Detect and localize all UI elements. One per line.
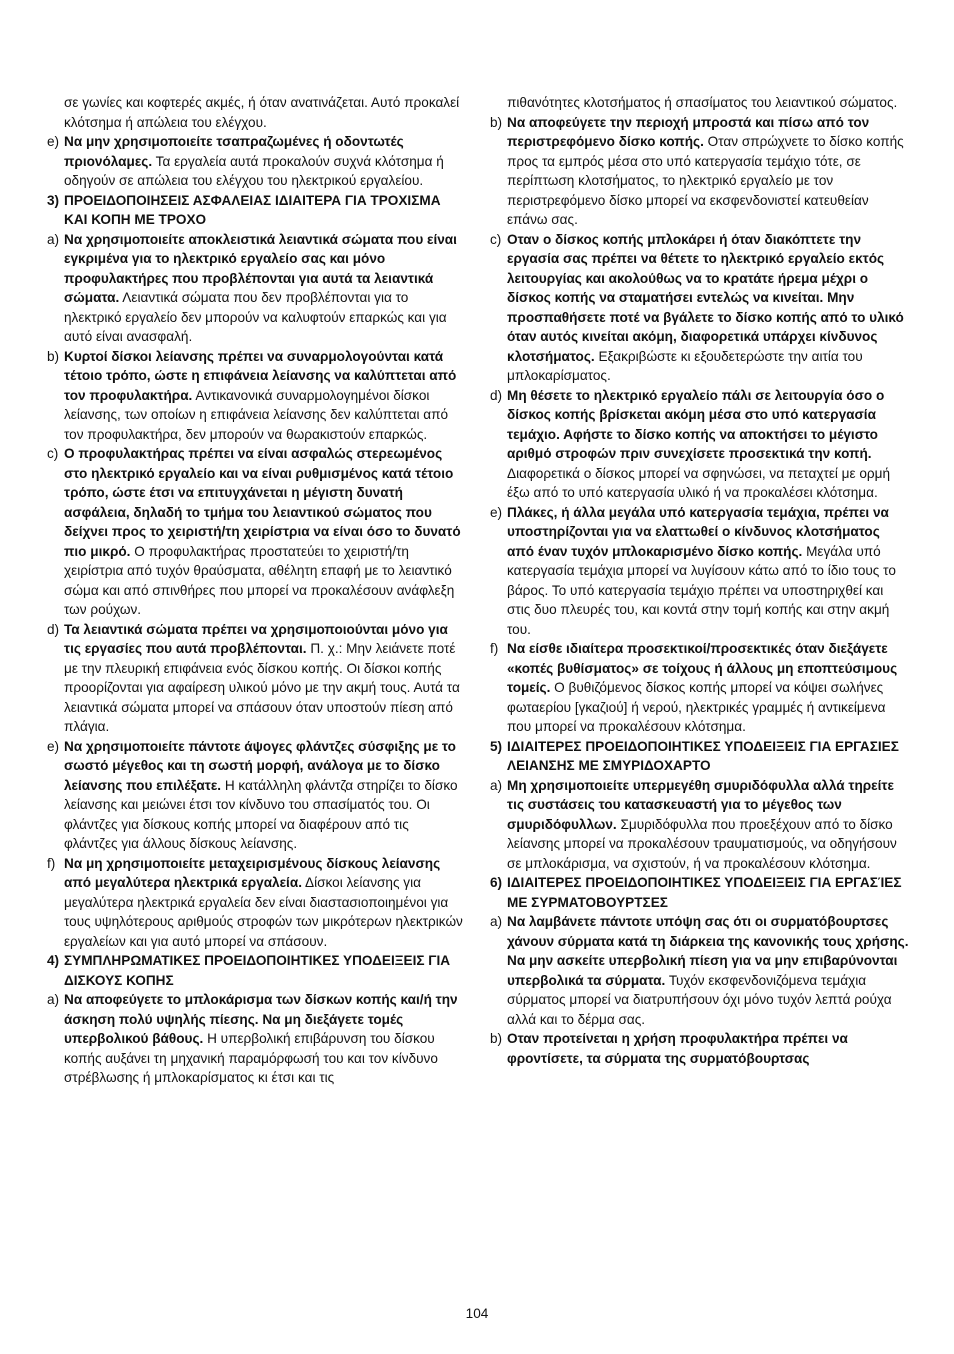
list-item-f: f) Να είσθε ιδιαίτερα προσεκτικοί/προσεκτικές όταν διεξάγετε «κοπές βυθίσματος» σε τοίχους ή άλλους μη εποπτεύσιμους τομείς. Ο βυθιζόμενος δίσκος κοπής μπορεί να κόψει σωλήνες φωταερίου [γκαζιού] ή νερού, ηλεκτρικές γραμμές ή αντικείμενα που μπορεί να προκαλέσουν κλότσημα. — [490, 641, 898, 734]
left-column — [47, 93, 465, 1088]
list-item-c: c) Ο προφυλακτήρας πρέπει να είναι ασφαλώς στερεωμένος στο ηλεκτρικό εργαλείο και να είναι ρυθμισμένος κατά τέτοιο τρόπο, ώστε έτσι να επιτυγχάνεται η μέγιστη δυνατή ασφάλεια, δηλαδή το τμήμα του λειαντικού σώματος που δείχνει προς το χειριστή/τη χειρίστρια να είναι όσο το δυνατό πιο μικρό. Ο προφυλακτήρας προστατεύει το χειριστή/τη χειρίστρια από τυχόν θραύσματα, αθέλητη επαφή με το λειαντικό σώμα και από σπινθήρες που μπορεί να προκαλέσουν ανάφλεξη των ρούχων. — [47, 446, 461, 617]
section-heading-4: 4) ΣΥΜΠΛΗΡΩΜΑΤΙΚΕΣ ΠΡΟΕΙΔΟΠΟΙΗΤΙΚΕΣ ΥΠΟΔΕΙΞΕΙΣ ΓΙΑ ΔΙΣΚΟΥΣ ΚΟΠΗΣ — [47, 953, 451, 988]
continued-paragraph: πιθανότητες κλοτσήματος ή σπασίματος του λειαντικού σώματος. — [507, 95, 898, 110]
continued-paragraph: σε γωνίες και κοφτερές ακμές, ή όταν ανατινάζεται. Αυτό προκαλεί κλότσημα ή απώλεια του ελέγχου. — [64, 95, 460, 130]
list-item-d: d) Τα λειαντικά σώματα πρέπει να χρησιμοποιούνται μόνο για τις εργασίες που αυτά προβλέπονται. Π. χ.: Μην λειάνετε ποτέ με την πλευρική επιφάνεια ενός δίσκου κοπής. Οι δίσκοι κοπής προορίζονται για αφαίρεση υλικού μόνο με την ακμή τους. Αυτά τα λειαντικά σώματα μπορεί να σπάσουν όταν υποστούν πίεση από πλάγια. — [47, 621, 460, 734]
list-item-a: a) Να λαμβάνετε πάντοτε υπόψη σας ότι οι συρματόβουρτσες χάνουν σύρματα κατά τη διάρκεια της κανονικής τους χρήσης. Να μην ασκείτε υπερβολική πίεση για να μην επιβαρύνονται υπερβολικά τα σύρματα. Τυχόν εκσφενδονιζόμενα τεμάχια σύρματος μπορεί να διατρυπήσουν όχι μόνο τυχόν λεπτά ρούχα αλλά και το δέρμα σας. — [490, 914, 909, 1027]
section-heading-6: 6) ΙΔΙΑΙΤΕΡΕΣ ΠΡΟΕΙΔΟΠΟΙΗΤΙΚΕΣ ΥΠΟΔΕΙΞΕΙΣ ΓΙΑ ΕΡΓΑΣΊΕΣ ΜΕ ΣΥΡΜΑΤΟΒΟΥΡΤΣΕΣ — [490, 875, 902, 910]
list-item-a: a) Να αποφεύγετε το μπλοκάρισμα των δίσκων κοπής και/ή την άσκηση πολύ υψηλής πίεσης. Να μη διεξάγετε τομές υπερβολικού βάθους. Η υπερβολική επιβάρυνση του δίσκου κοπής αυξάνει τη μηχανική παραμόρφωσή του και τον κίνδυνο στρέβλωσης ή μπλοκαρίσματος κι έτσι και τις — [47, 992, 458, 1085]
section-heading-3: 3) ΠΡΟΕΙΔΟΠΟΙΗΣΕΙΣ ΑΣΦΑΛΕΙΑΣ ΙΔΙΑΙΤΕΡΑ ΓΙΑ ΤΡΟΧΙΣΜΑ ΚΑΙ ΚΟΠΗ ΜΕ ΤΡΟΧΟ — [47, 192, 441, 227]
page-number: 104 — [465, 1306, 489, 1321]
right-column — [490, 93, 910, 1068]
list-item-b: b) Οταν προτείνεται η χρήση προφυλακτήρα πρέπει να φροντίσετε, τα σύρματα της συρματόβουρτσας — [490, 1031, 848, 1066]
list-item-a: a) Να χρησιμοποιείτε αποκλειστικά λειαντικά σώματα που είναι εγκριμένα για το ηλεκτρικό εργαλείο σας και μόνο προφυλακτήρες που προβλέπονται για αυτά τα λειαντικά σώματα. Λειαντικά σώματα που δεν προβλέπονται για το ηλεκτρικό εργαλείο δεν μπορούν να καλυφτούν επαρκώς και για αυτό είναι ανασφαλή. — [47, 231, 457, 344]
section-heading-5: 5) ΙΔΙΑΙΤΕΡΕΣ ΠΡΟΕΙΔΟΠΟΙΗΤΙΚΕΣ ΥΠΟΔΕΙΞΕΙΣ ΓΙΑ ΕΡΓΑΣΙΕΣ ΛΕΙΑΝΣΗΣ ΜΕ ΣΜΥΡΙΔΟΧΑΡΤΟ — [490, 738, 899, 773]
list-item-c: c) Οταν ο δίσκος κοπής μπλοκάρει ή όταν διακόπτετε την εργασία σας πρέπει να θέτετε το ηλεκτρικό εργαλείο εκτός λειτουργίας και ακολούθως να το κρατάτε ήρεμα μέχρι ο δίσκος κοπής να σταματήσει εντελώς να κινείται. Μην προσπαθήσετε ποτέ να βγάλετε το δίσκο κοπής από το υλικό όταν αυτός κινείται ακόμη, διαφορετικά υπάρχει κίνδυνος κλοτσήματος. Εξακριβώστε κι εξουδετερώστε την αιτία του μπλοκαρίσματος. — [490, 231, 904, 383]
item-label: e) — [47, 134, 60, 149]
list-item-b: b) Κυρτοί δίσκοι λείανσης πρέπει να συναρμολογούνται κατά τέτοιο τρόπο, ώστε η επιφάνεια λείανσης να καλύπτεται από τον προφυλακτήρα. Αντικανονικά συναρμολογημένοι δίσκοι λείανσης, των οποίων η επιφάνεια λείανσης δεν καλύπτεται από τον προφυλακτήρα, δεν μπορούν να θωρακιστούν επαρκώς. — [47, 348, 457, 442]
list-item-f: f) Να μη χρησιμοποιείτε μεταχειρισμένους δίσκους λείανσης από μεγαλύτερα ηλεκτρικά εργαλεία. Δίσκοι λείανσης για μεγαλύτερα ηλεκτρικά εργαλεία δεν είναι διαστασιοποιημένοι για τους υψηλότερους αριθμούς στροφών των μικρότερων ηλεκτρικών εργαλείων και για αυτό μπορεί να σπάσουν. — [47, 855, 463, 949]
list-item-b: b) Να αποφεύγετε την περιοχή μπροστά και πίσω από τον περιστρεφόμενο δίσκο κοπής. Οταν σπρώχνετε το δίσκο κοπής προς τα εμπρός μέσα στο υπό κατεργασία τεμάχιο τότε, σε περίπτωση κλοτσήματος, το ηλεκτρικό εργαλείο με τον περιστρεφόμενο δίσκο μπορεί να εκσφενδονιστεί κατευθείαν επάνω σας. — [490, 114, 904, 227]
item-text: Να μην χρησιμοποιείτε τσαπραζωμένες ή οδοντωτές πριονόλαμες. Τα εργαλεία αυτά προκαλούν συχνά κλότσημα ή οδηγούν σε απώλεια του ελέγχου του ηλεκτρικού εργαλείου. — [64, 134, 444, 188]
list-item-d: d) Μη θέσετε το ηλεκτρικό εργαλείο πάλι σε λειτουργία όσο ο δίσκος κοπής βρίσκεται ακόμη μέσα στο υπό κατεργασία τεμάχιο. Αφήστε το δίσκο κοπής να αποκτήσει το μέγιστο αριθμό στροφών πριν συνεχίσετε προσεκτικά την κοπή. Διαφορετικά ο δίσκος μπορεί να σφηνώσει, να πεταχτεί με ορμή έξω από το υπό κατεργασία υλικό ή να προκαλέσει κλότσημα. — [490, 387, 891, 500]
list-item-e: e) Να χρησιμοποιείτε πάντοτε άψογες φλάντζες σύσφιξης με το σωστό μέγεθος και τη σωστή μορφή, ανάλογα με το δίσκο λείανσης που επιλέξατε. Η κατάλληλη φλάντζα στηρίζει το δίσκο λείανσης και μειώνει έτσι τον κίνδυνο του σπασίματός του. Οι φλάντζες για δίσκους κοπής μπορεί να διαφέρουν από τις φλάντζες για άλλους δίσκους λείανσης. — [47, 738, 458, 851]
list-item-e — [47, 132, 465, 191]
list-item-a: a) Μη χρησιμοποιείτε υπερμεγέθη σμυριδόφυλλα αλλά τηρείτε τις συστάσεις του κατασκευαστή για το μέγεθος των σμυριδόφυλλων. Σμυριδόφυλλα που προεξέχουν από το δίσκο λείανσης μπορεί να προκαλέσουν τραυματισμούς, να οδηγήσουν σε μπλοκάρισμα, να σχιστούν, ή να προκαλέσουν κλότσημα. — [490, 777, 897, 871]
list-item-e: e) Πλάκες, ή άλλα μεγάλα υπό κατεργασία τεμάχια, πρέπει να υποστηρίζονται για να ελαττωθεί ο κίνδυνος κλοτσήματος από έναν τυχόν μπλοκαρισμένο δίσκο κοπής. Μεγάλα υπό κατεργασία τεμάχια μπορεί να λυγίσουν κάτω από το ίδιο τους το βάρος. Το υπό κατεργασία τεμάχιο πρέπει να υποστηριχθεί και στις δυο πλευρές του, και κοντά στην τομή κοπής και στην ακμή του. — [490, 504, 896, 637]
